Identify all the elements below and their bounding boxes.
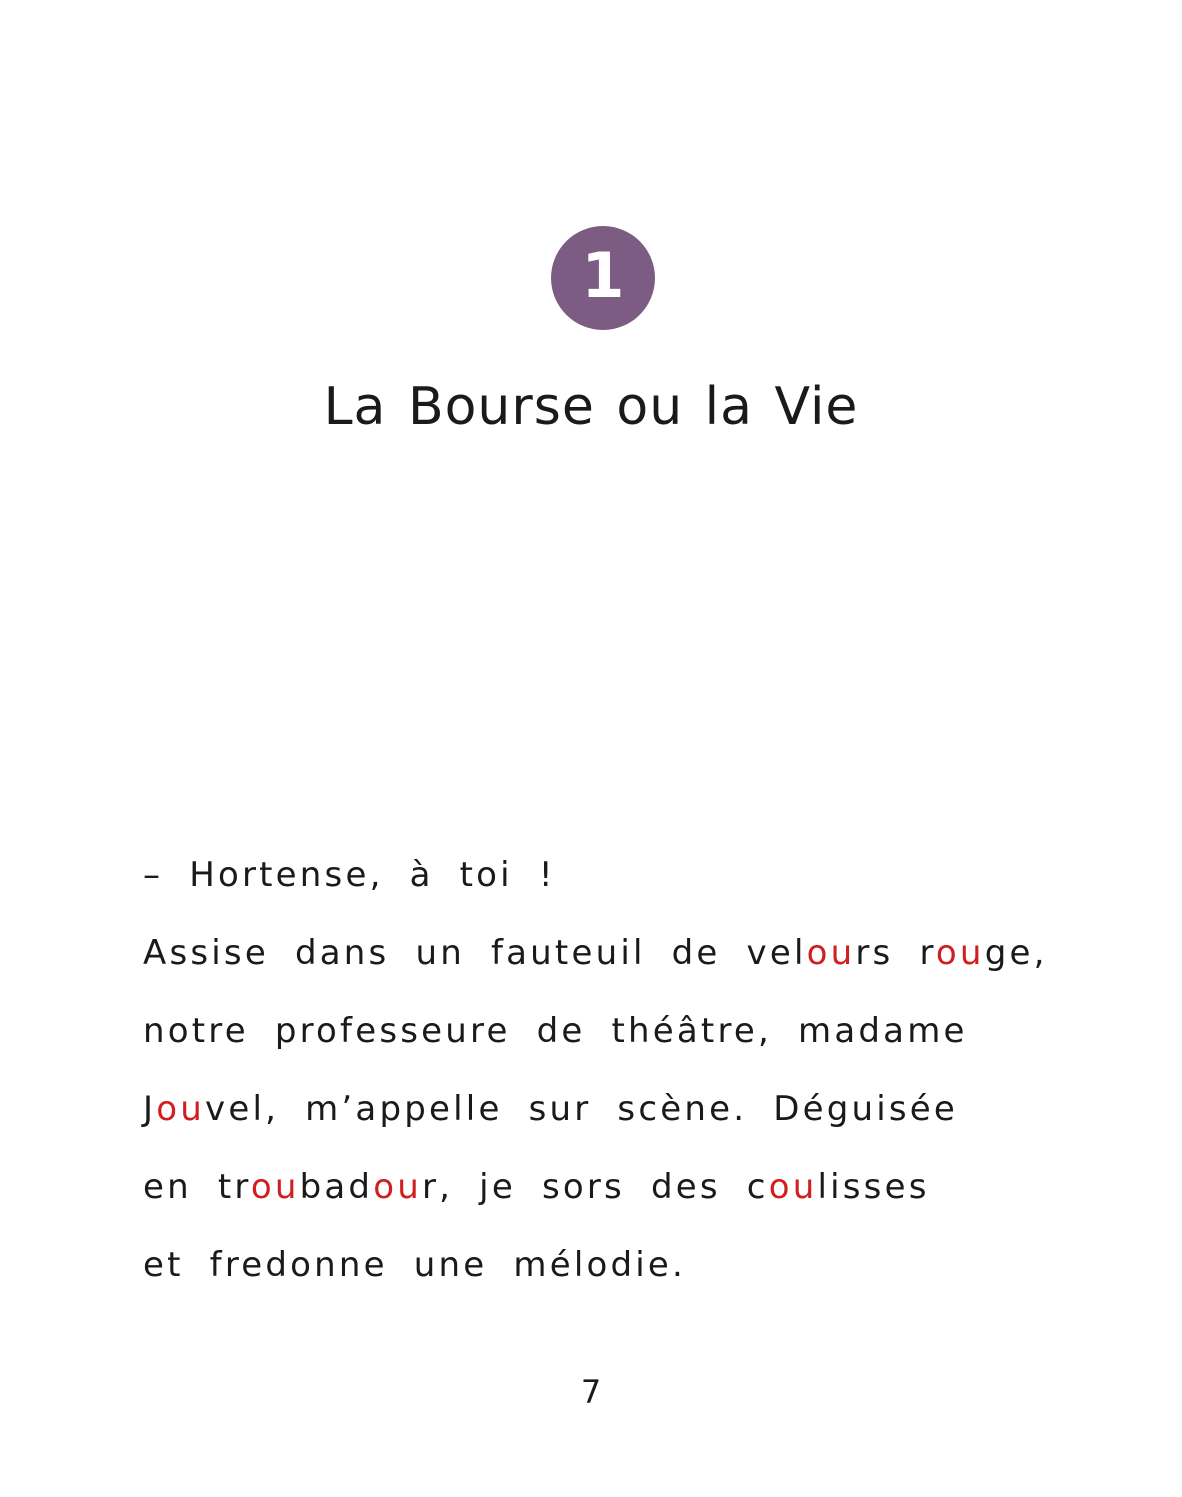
chapter-title: La Bourse ou la Vie [323,377,859,437]
highlighted-sound: ou [373,1167,422,1207]
text-segment: vel, m’appelle sur scène. Déguisée [205,1089,959,1129]
text-segment: ge, [984,933,1048,973]
story-line [143,1162,1103,1240]
highlighted-sound: ou [768,1167,818,1207]
highlighted-sound: ou [806,933,856,973]
highlighted-sound: ou [250,1167,300,1207]
text-segment: J [143,1089,157,1129]
chapter-number-badge [551,226,655,330]
story-line: – Hortense, à toi ! [143,855,556,895]
story-line [143,1084,1103,1162]
text-segment: en tr [143,1167,251,1207]
story-line [143,928,1103,1006]
chapter-number: 1 [581,239,625,312]
story-text [143,850,1103,1318]
highlighted-sound: ou [935,933,985,973]
text-segment: bad [299,1167,374,1207]
story-line: et fredonne une mélodie. [143,1245,687,1285]
story-line: notre professeure de théâtre, madame [143,1011,968,1051]
text-segment: r, je sors des c [421,1167,769,1207]
text-segment: lisses [817,1167,930,1207]
text-segment: rs r [855,933,936,973]
text-segment: Assise dans un fauteuil de vel [143,933,807,973]
page-number: 7 [580,1373,602,1411]
highlighted-sound: ou [156,1089,205,1129]
